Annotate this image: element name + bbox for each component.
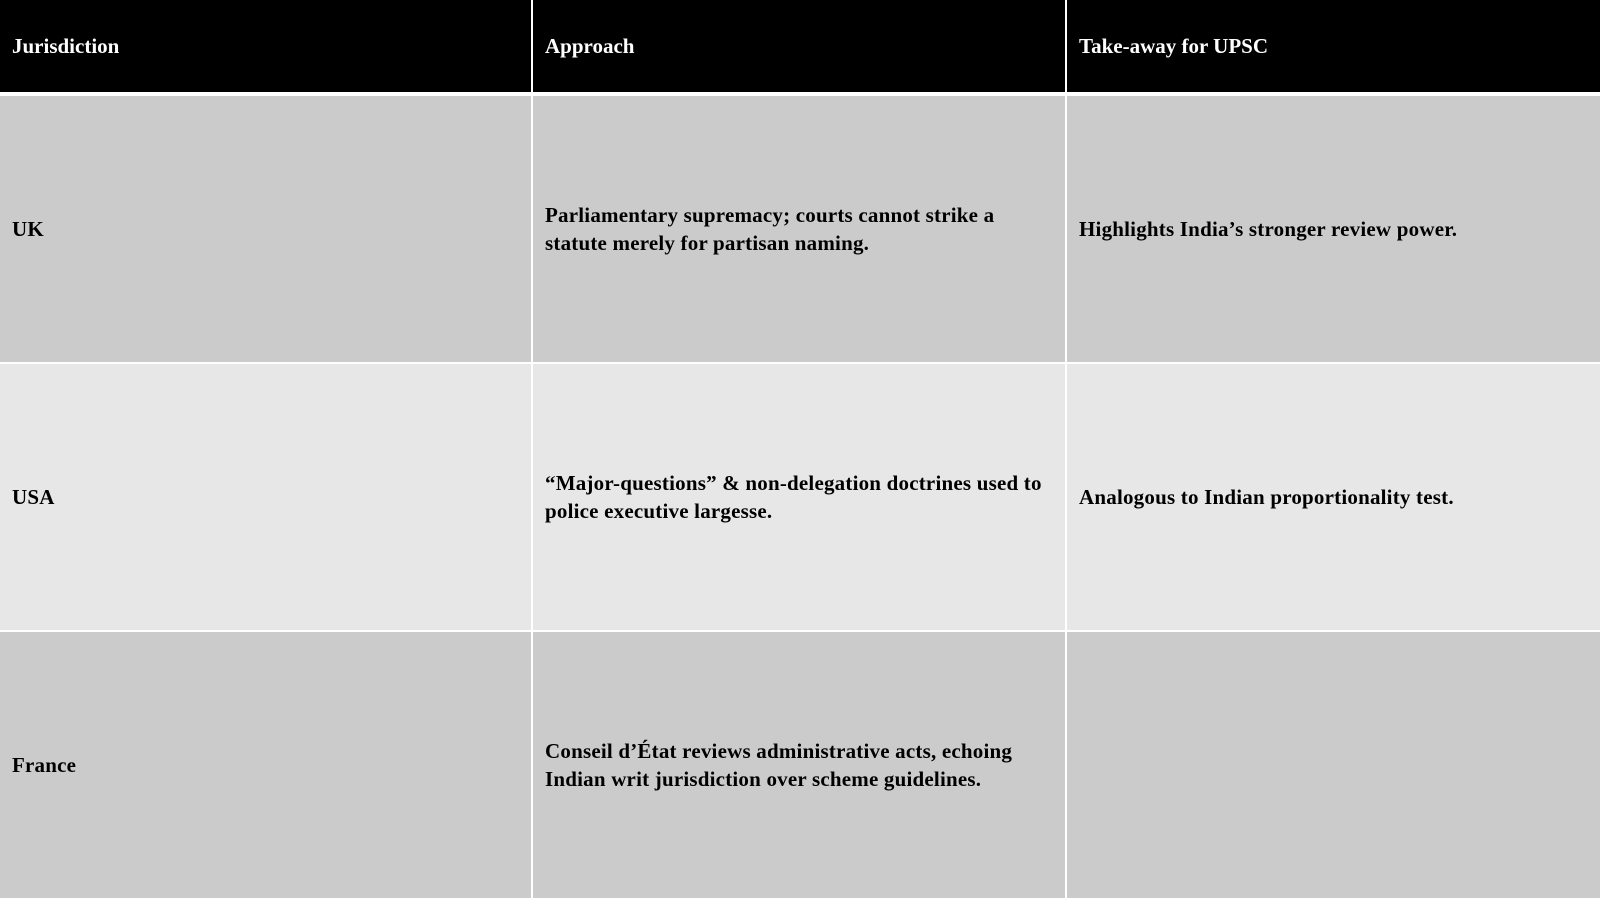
cell-approach: “Major-questions” & non-delegation doctrines used to police executive largesse. <box>533 364 1067 632</box>
cell-jurisdiction: UK <box>0 96 533 364</box>
table-header <box>0 0 1600 96</box>
cell-jurisdiction: France <box>0 632 533 900</box>
header-approach: Approach <box>533 0 1067 96</box>
table-row <box>0 632 1600 900</box>
header-jurisdiction: Jurisdiction <box>0 0 533 96</box>
cell-jurisdiction: USA <box>0 364 533 632</box>
header-takeaway: Take-away for UPSC <box>1067 0 1600 96</box>
cell-approach: Parliamentary supremacy; courts cannot strike a statute merely for partisan naming. <box>533 96 1067 364</box>
header-row <box>0 0 1600 96</box>
table-row <box>0 96 1600 364</box>
cell-takeaway <box>1067 632 1600 900</box>
cell-takeaway: Highlights India’s stronger review power. <box>1067 96 1600 364</box>
table-row <box>0 364 1600 632</box>
table-body <box>0 96 1600 900</box>
cell-approach: Conseil d’État reviews administrative acts, echoing Indian writ jurisdiction over scheme guidelines. <box>533 632 1067 900</box>
cell-takeaway: Analogous to Indian proportionality test. <box>1067 364 1600 632</box>
